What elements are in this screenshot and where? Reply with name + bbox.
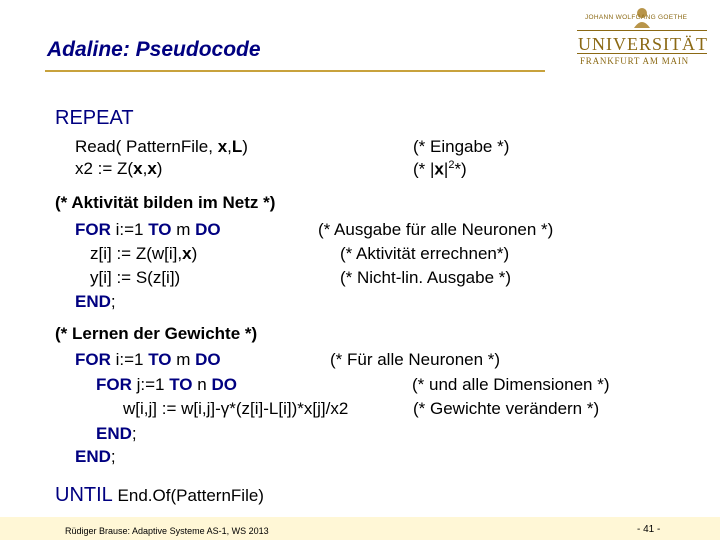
- code-line-end: [75, 292, 116, 312]
- code-text: i:=1: [110, 350, 149, 369]
- code-text: x: [217, 137, 228, 156]
- keyword: TO: [169, 375, 193, 394]
- code-text: m: [171, 220, 196, 239]
- code-text: ;: [110, 447, 116, 466]
- code-line-x2: [75, 159, 162, 179]
- code-line-for-j: [96, 375, 237, 395]
- title-divider: [45, 70, 545, 72]
- keyword: END: [96, 424, 132, 443]
- code-text: (* |: [413, 159, 435, 179]
- code-text: L: [231, 137, 243, 156]
- code-text: *): [454, 159, 467, 179]
- keyword: DO: [195, 350, 221, 369]
- keyword: END: [75, 292, 111, 311]
- keyword: DO: [211, 375, 237, 394]
- code-text: ;: [131, 424, 137, 443]
- comment-input: (* Eingabe *): [413, 137, 510, 156]
- code-text: z[i] := Z(w[i],: [90, 244, 183, 263]
- keyword: FOR: [75, 220, 111, 239]
- code-text: x: [182, 244, 192, 263]
- code-text: End.Of(PatternFile): [112, 486, 264, 505]
- logo-city: FRANKFURT AM MAIN: [580, 56, 689, 66]
- code-text: ): [156, 159, 163, 178]
- page-number: - 41 -: [637, 524, 661, 535]
- code-line-y: y[i] := S(z[i]): [90, 268, 181, 287]
- code-text: x: [147, 159, 157, 178]
- code-text: ,: [227, 137, 232, 156]
- code-text: ): [242, 137, 248, 156]
- comment-norm: [413, 159, 467, 180]
- until-keyword: UNTIL: [55, 484, 113, 506]
- logo-top-text: JOHANN WOLFGANG GOETHE: [585, 14, 688, 21]
- keyword: TO: [148, 350, 172, 369]
- code-line-read: [75, 137, 248, 157]
- code-line-end-inner: [96, 424, 137, 444]
- comment-all-neurons: (* Für alle Neuronen *): [330, 350, 501, 369]
- keyword: FOR: [96, 375, 132, 394]
- logo-university-name: UNIVERSITÄT: [578, 34, 708, 54]
- code-text: ;: [110, 292, 116, 311]
- comment-output-all: (* Ausgabe für alle Neuronen *): [318, 220, 554, 239]
- comment-learning: (* Lernen der Gewichte *): [55, 324, 258, 343]
- comment-all-dims: (* und alle Dimensionen *): [412, 375, 610, 394]
- logo-rule-bottom: [577, 53, 707, 54]
- slide-title: Adaline: Pseudocode: [47, 38, 261, 61]
- code-text: Read( PatternFile,: [75, 137, 218, 156]
- keyword: END: [75, 447, 111, 466]
- code-text: m: [171, 350, 196, 369]
- code-text: x2 := Z(: [75, 159, 134, 178]
- code-line-z: [90, 244, 197, 264]
- code-text: n: [192, 375, 212, 394]
- footer-credit: Rüdiger Brause: Adaptive Systeme AS-1, WS 2013: [65, 526, 269, 536]
- comment-change-weights: (* Gewichte verändern *): [413, 399, 600, 418]
- code-line-end-outer: [75, 447, 116, 467]
- code-text: x: [434, 159, 444, 179]
- code-text: ): [191, 244, 198, 263]
- keyword: DO: [195, 220, 221, 239]
- keyword: FOR: [75, 350, 111, 369]
- logo-rule-top: [577, 30, 707, 31]
- university-logo: [577, 6, 707, 66]
- code-text: ,: [142, 159, 148, 178]
- comment-activity: (* Aktivität bilden im Netz *): [55, 193, 276, 212]
- code-line-for-i-2: [75, 350, 221, 370]
- code-line-until: [55, 484, 264, 507]
- code-text: 2: [448, 159, 455, 171]
- code-text: x: [133, 159, 143, 178]
- code-line-weight-update: w[i,j] := w[i,j]-γ*(z[i]-L[i])*x[j]/x2: [123, 399, 349, 418]
- repeat-keyword: REPEAT: [55, 107, 134, 129]
- code-line-for-i: [75, 220, 221, 240]
- code-text: j:=1: [131, 375, 170, 394]
- comment-nonlin: (* Nicht-lin. Ausgabe *): [340, 268, 512, 287]
- code-text: |: [443, 159, 449, 179]
- code-text: i:=1: [110, 220, 149, 239]
- comment-compute: (* Aktivität errechnen*): [340, 244, 510, 263]
- keyword: TO: [148, 220, 172, 239]
